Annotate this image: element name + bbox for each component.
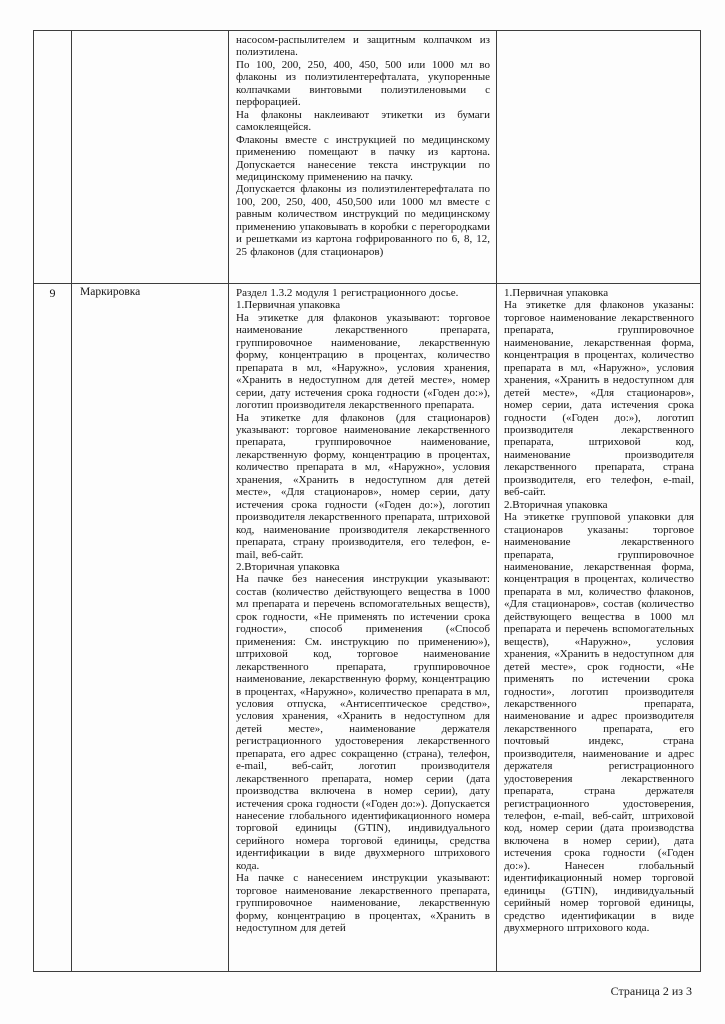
dossier-text-cell xyxy=(228,31,496,283)
paragraph: 2.Вторичная упаковка xyxy=(236,560,340,573)
paragraph: На этикетке групповой упаковки для стационаров указаны: торговое наименование лекарственного препарата, группировочное наименование, лекарственная форма, концентрация в процентах, количество препарата в мл, количество флаконов, «Для стационаров», состав (количество действующего вещества в 1000 мл препарата и перечень вспомогательных веществ), «Наружно», условия хранения, «Хранить в недоступном для детей месте», срок годности, «Не применять по истечении срока годности», логотип производителя лекарственного препарата, наименование и адрес производителя лекарственного препарата, его почтовый индекс, страна производителя, наименование и адрес держателя регистрационного удостоверения лекарственного препарата, страна держателя регистрационного удостоверения, телефон, e-mail, веб-сайт, штриховой код, номер серии (дата производства включена в номер серии), дата истечения срока годности («Годен до:»). Нанесен глобальный идентификационный номер торговой единицы (GTIN), индивидуальный серийный номер торговой единицы, средство идентификации в виде двухмерного штрихового кода. xyxy=(504,511,694,935)
expert-text-cell xyxy=(496,31,700,283)
paragraph: 1.Первичная упаковка xyxy=(504,287,609,299)
paragraph: На этикетке для флаконов указывают: торговое наименование лекарственного препарата, группировочное наименование, лекарственную форму, концентрацию в процентах, количество препарата в мл, «Наружно», условия хранения, «Хранить в недоступном для детей месте», номер серии, дату истечения срока годности («Годен до:»), логотип производителя лекарственного препарата. xyxy=(236,311,490,412)
expert-text-cell xyxy=(496,284,700,971)
paragraph: 1.Первичная упаковка xyxy=(236,299,341,312)
page-number: Страница 2 из 3 xyxy=(610,984,692,998)
paragraph: На пачке без нанесения инструкции указывают: состав (количество действующего вещества в 1000 мл препарата и перечень вспомогательных веществ), срок годности, «Не применять по истечении срока годности», способ применения («Способ применения: См. инструкцию по применению»), штриховой код, торговое наименование лекарственного препарата, группировочное наименование, лекарственную форму, концентрацию в процентах, «Наружно», количество препарата в мл, условия отпуска, «Антисептическое средство», условия хранения, «Хранить в недоступном для детей месте», наименование держателя регистрационного удостоверения лекарственного препарата, его адрес сокращенно (страна), телефон, e-mail, веб-сайт, логотип производителя лекарственного препарата, номер серии (дата производства включена в номер серии), дату истечения срока годности («Годен до:»). Допускается нанесение глобального идентификационного номера торговой единицы (GTIN), индивидуального серийного номера торговой единицы, средства идентификации в виде двухмерного штрихового кода. xyxy=(236,573,490,872)
paragraph: Допускается флаконы из полиэтилентерефталата по 100, 200, 250, 400, 450,500 или 1000 мл вместе с равным количеством инструкций по медицинскому применению упаковывать в коробки с перегородками и решетками из картона гофрированного по 6, 8, 12, 25 флаконов (для стационаров) xyxy=(236,183,490,258)
dossier-text-cell xyxy=(228,284,496,971)
paragraph: насосом-распылителем и защитным колпачком из полиэтилена. xyxy=(236,34,490,59)
paragraph: Раздел 1.3.2 модуля 1 регистрационного досье. xyxy=(236,287,459,299)
row-number-cell xyxy=(34,31,71,283)
section-name-cell: Маркировка xyxy=(71,284,228,971)
table-row-continuation xyxy=(34,31,700,283)
paragraph: На флаконы наклеивают этикетки из бумаги самоклеящейся. xyxy=(236,108,490,134)
row-number-cell: 9 xyxy=(49,286,56,300)
table-row-marking xyxy=(34,283,700,971)
paragraph: По 100, 200, 250, 400, 450, 500 или 1000 мл во флаконы из полиэтилентерефталата, укупоренные колпачками винтовыми полиэтиленовыми с перфорацией. xyxy=(236,58,490,109)
paragraph: 2.Вторичная упаковка xyxy=(504,498,608,511)
paragraph: На этикетке для флаконов (для стационаров) указывают: торговое наименование лекарственного препарата, группировочное наименование, лекарственную форму, концентрацию в процентах, количество препарата в мл, «Наружно», условия хранения, «Хранить в недоступном для детей месте», «Для стационаров», номер серии, дату истечения срока годности («Годен до:»), логотип производителя лекарственного препарата, штриховой код, наименование производителя лекарственного препарата, страну производителя, его телефон, e-mail, веб-сайт. xyxy=(236,411,490,561)
paragraph: Флаконы вместе с инструкцией по медицинскому применению помещают в пачку из картона. Допускается нанесение текста инструкции по медицинскому применению на пачку. xyxy=(236,133,490,183)
registration-dossier-table xyxy=(33,30,701,972)
paragraph: На этикетке для флаконов указаны: торговое наименование лекарственного препарата, группировочное наименование, лекарственная форма, концентрация в процентах, количество препарата в мл, «Наружно», условия хранения, «Хранить в недоступном для детей месте», «Для стационаров», номер серии, дата истечения срока годности («Годен до:»), логотип производителя лекарственного препарата, штриховой код, наименование производителя лекарственного препарата, страна производителя, его телефон, e-mail, веб-сайт. xyxy=(504,299,694,499)
paragraph: На пачке с нанесением инструкции указывают: торговое наименование лекарственного препарата, группировочное наименование, лекарственную форму, концентрацию в процентах, «Хранить в недоступном для детей xyxy=(236,872,490,935)
section-name-cell xyxy=(71,31,228,283)
